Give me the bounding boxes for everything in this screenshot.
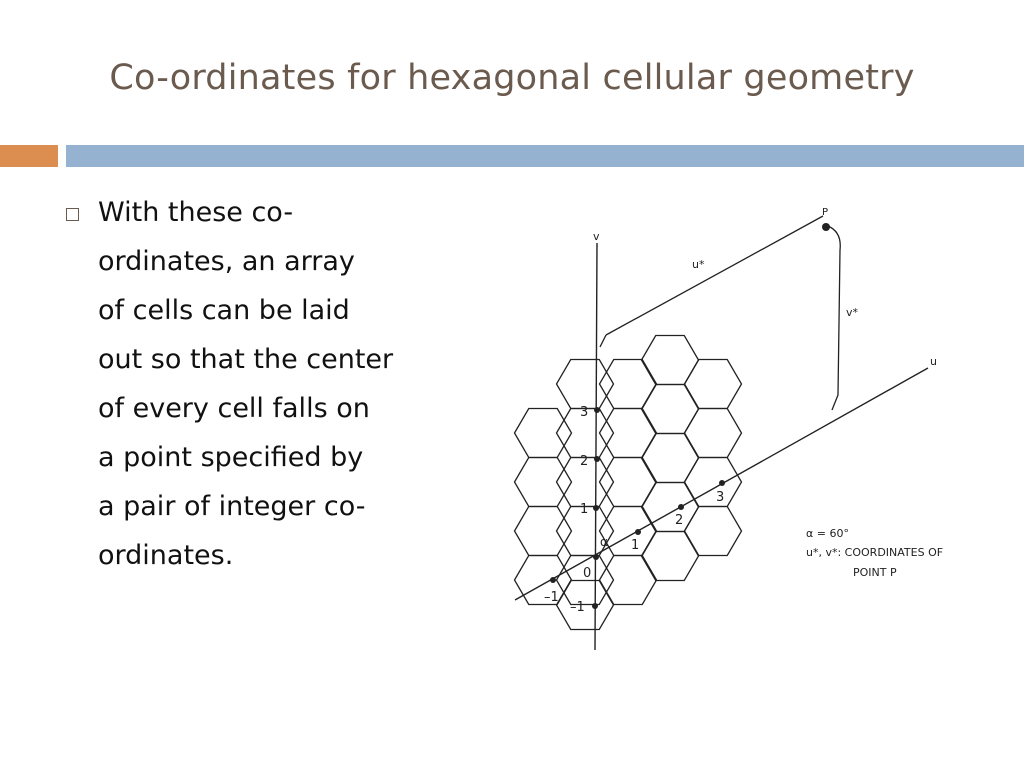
hex-cell xyxy=(642,434,699,483)
grid-point xyxy=(594,407,600,413)
bullet-line: a pair of integer co- xyxy=(98,491,366,522)
grid-point xyxy=(593,554,599,560)
legend-line: α = 60° xyxy=(806,527,849,540)
grid-point xyxy=(594,456,600,462)
slide-title: Co-ordinates for hexagonal cellular geometry xyxy=(109,58,915,98)
legend-line: POINT P xyxy=(853,566,897,579)
bullet-line: With these co- xyxy=(98,197,294,228)
grid-point xyxy=(550,577,556,583)
bullet-line: ordinates, an array xyxy=(98,246,355,277)
bullet-line: of cells can be laid xyxy=(98,295,350,326)
u-tick-label: –1 xyxy=(544,590,559,605)
u-star-label: u* xyxy=(692,258,705,271)
hex-cell xyxy=(600,409,657,458)
hex-cell xyxy=(515,458,572,507)
u-axis-label: u xyxy=(930,355,937,368)
u-tick-label: 2 xyxy=(675,513,684,528)
hex-cell xyxy=(642,532,699,581)
grid-point xyxy=(593,505,599,511)
hex-cell xyxy=(600,360,657,409)
hex-cell xyxy=(685,409,742,458)
bullet-text xyxy=(98,188,458,580)
hex-cell xyxy=(515,507,572,556)
hex-cell xyxy=(515,409,572,458)
v-star-label: v* xyxy=(846,306,859,319)
hex-grid xyxy=(515,336,742,630)
hex-cell xyxy=(600,458,657,507)
v-star-line xyxy=(828,226,840,410)
u-star-line xyxy=(606,216,823,335)
bullet-square-icon xyxy=(66,208,79,221)
grid-point xyxy=(719,480,725,486)
hex-cell xyxy=(685,360,742,409)
v-tick-label: 1 xyxy=(580,502,589,517)
v-tick-label: 2 xyxy=(580,454,589,469)
hex-cell xyxy=(685,507,742,556)
v-tick-label: 0 xyxy=(583,566,592,581)
hex-coordinate-diagram xyxy=(500,195,1020,665)
grid-point xyxy=(678,504,684,510)
hex-cell xyxy=(685,458,742,507)
grid-point xyxy=(592,603,598,609)
grid-point xyxy=(635,529,641,535)
accent-bar-orange xyxy=(0,145,58,167)
v-axis xyxy=(595,243,597,650)
hex-cell xyxy=(642,336,699,385)
bullet-line: a point specified by xyxy=(98,442,364,473)
accent-bar-blue xyxy=(66,145,1024,167)
point-p-label: P xyxy=(822,207,829,218)
bullet-line: ordinates. xyxy=(98,540,234,571)
hex-cell xyxy=(642,385,699,434)
u-tick-label: 1 xyxy=(631,538,640,553)
u-star-line xyxy=(600,335,606,347)
hex-cell xyxy=(515,556,572,605)
point-p xyxy=(822,223,830,231)
alpha-label: α xyxy=(600,535,608,549)
hex-cell xyxy=(600,556,657,605)
bullet-line: out so that the center xyxy=(98,344,394,375)
v-tick-label: –1 xyxy=(570,600,585,615)
bullet-line: of every cell falls on xyxy=(98,393,370,424)
u-tick-label: 3 xyxy=(716,490,725,505)
v-axis-label: v xyxy=(593,230,600,243)
hex-cell xyxy=(557,360,614,409)
legend-line: u*, v*: COORDINATES OF xyxy=(806,546,944,559)
v-tick-label: 3 xyxy=(580,405,589,420)
